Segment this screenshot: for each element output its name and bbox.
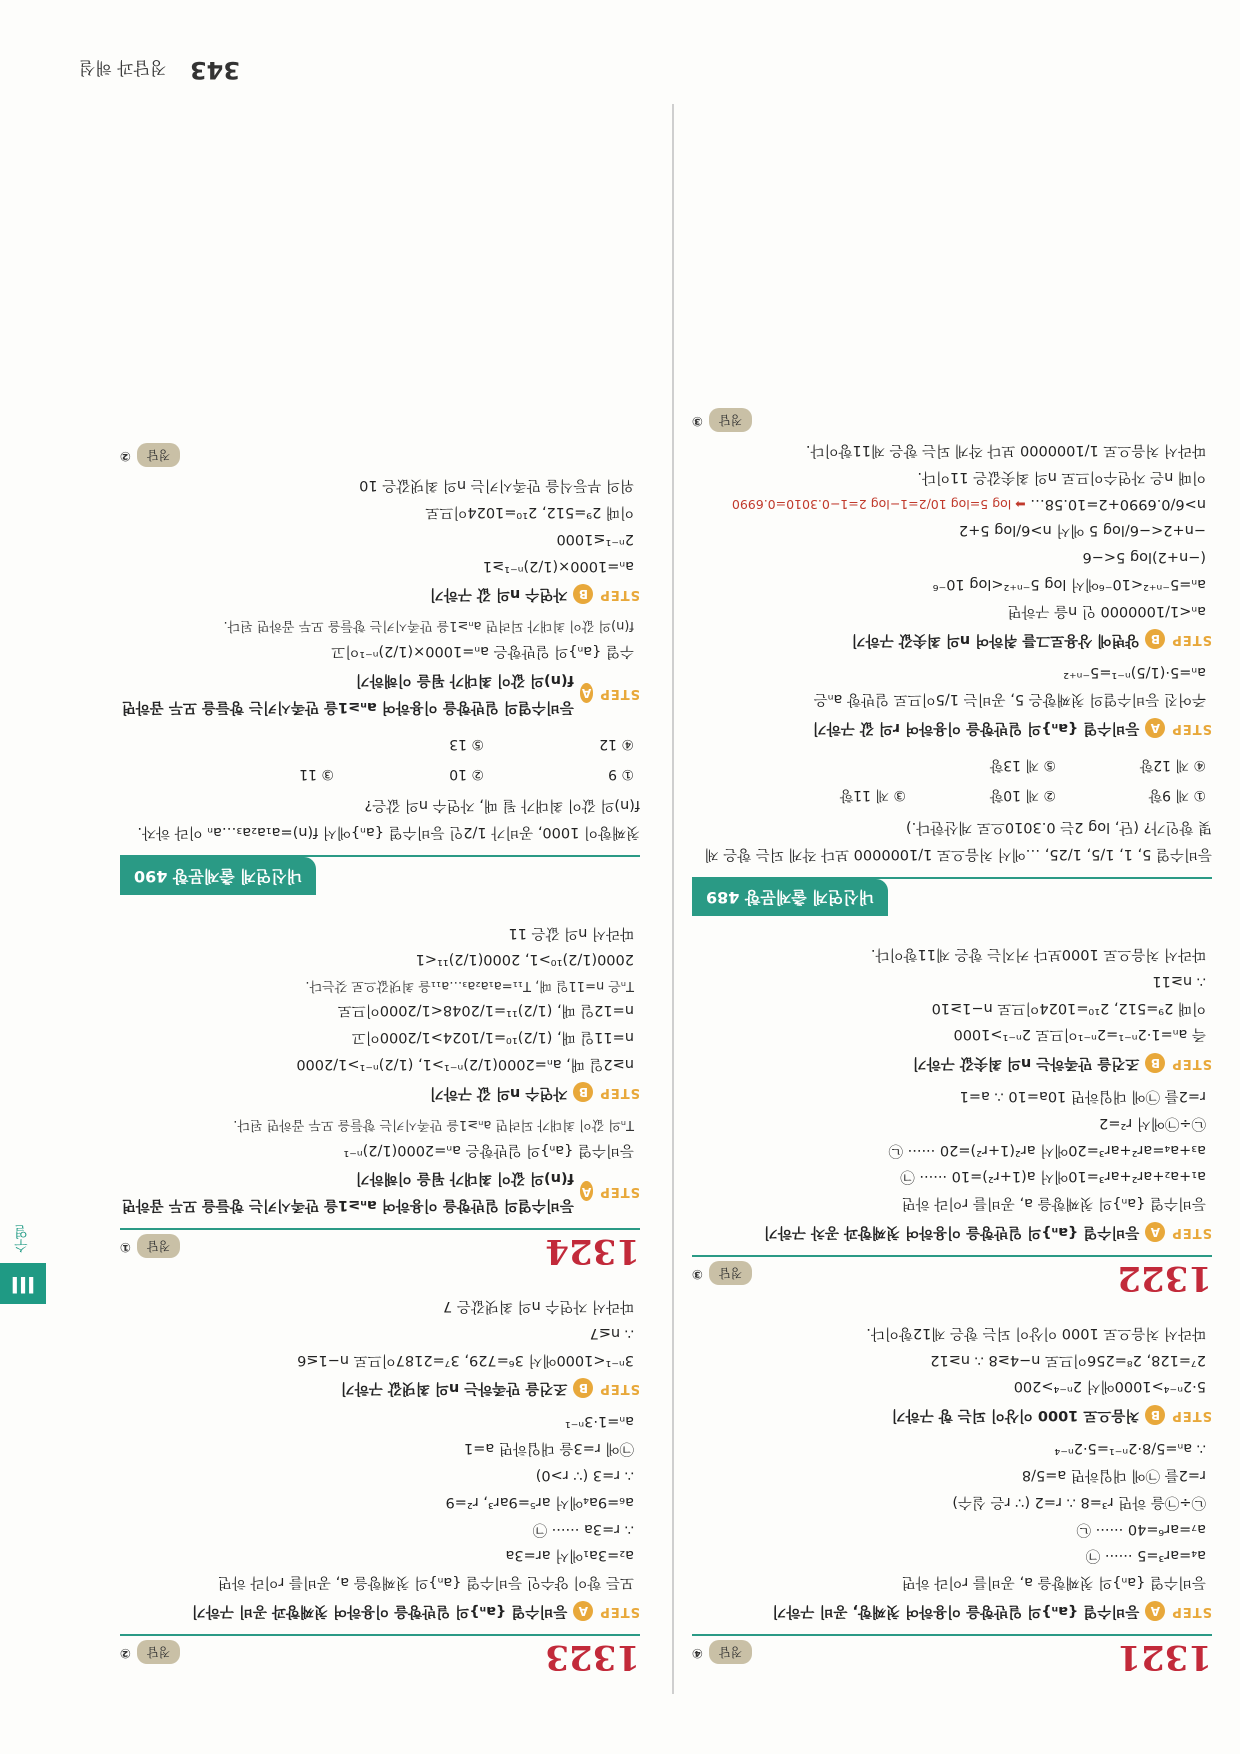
problem-1322 [692, 940, 1212, 1299]
solution-line: 2000(1/2)¹⁰>1, 2000(1/2)¹¹<1 [415, 951, 634, 968]
solution-line: ∴ n≥11 [1152, 972, 1206, 989]
answer-value: ③ [692, 413, 704, 429]
solution-line: n=11일 때, (1/2)¹⁰=1/1024>1/2000이고 [351, 1029, 634, 1046]
log-note: ➡ log 5=log 10/2=1−log 2=1−0.3010=0.6990 [731, 496, 1026, 512]
exam-question: 등비수열 5, 1, 1/5, 1/25, …에서 처음으로 1/1000000 보다 작게 되는 항은 제 몇 항인가? (단, log 2는 0.3010으로 계산한다.) [704, 818, 1212, 862]
step-b: STEP B 처음으로 1000 이상이 되는 항 구하기 [692, 1402, 1212, 1429]
answer-badge: 정답 [137, 1640, 180, 1664]
answer-value: ② [120, 448, 132, 464]
answer-value: ① [120, 1239, 132, 1255]
choice: ③ 11 [299, 765, 334, 782]
page-number: 343 [189, 56, 240, 84]
solution-line: ㉠에 r=3을 대입하면 a=1 [464, 1440, 634, 1457]
step-b: STEP B 조건을 만족하는 n의 최댓값 구하기 [120, 1375, 640, 1402]
solution-line: 즉 aₙ=1·2ⁿ⁻¹=2ⁿ⁻¹이므로 2ⁿ⁻¹>1000 [953, 1026, 1206, 1043]
step-a: STEP A 등비수열 {aₙ}의 일반항을 이용하여 첫째항, 공비 구하기 [692, 1597, 1212, 1624]
exam-tag: 내신연계 출제문항 489 [692, 879, 888, 917]
step-a: STEP A 등비수열 {aₙ}의 일반항을 이용하여 r의 값 구하기 [692, 714, 1212, 741]
solution-line: 따라서 n의 값은 11 [508, 924, 634, 941]
exam-choices [692, 751, 1206, 807]
choice: ④ 12 [599, 735, 634, 752]
problem-number: 1324 [545, 1231, 640, 1272]
solution-line: n>6/0.6990+2=10.58… ➡ log 5=log 10/2=1−log 2=1−0.3010=0.6990 [731, 495, 1206, 512]
solution-line: 주어진 등비수열의 첫째항은 5, 공비는 1/5이므로 일반항 aₙ은 [813, 691, 1206, 708]
step-b: STEP B 자연수 n의 값 구하기 [120, 1079, 640, 1106]
solution-line: a₇=ar⁶=40 ······ ㉡ [1076, 1520, 1206, 1537]
answer [692, 1261, 752, 1285]
solution-line: a₁+a₂+ar²+ar³=10에서 a(1+r²)=10 ······ ㉠ [900, 1168, 1206, 1185]
solution-line: aₙ=5⁻ⁿ⁺²<10⁻⁶에서 log 5⁻ⁿ⁺²<log 10⁻⁶ [932, 576, 1206, 593]
problem-number: 1321 [1117, 1637, 1212, 1677]
solution-line: (−n+2)log 5<−6 [1082, 549, 1206, 566]
solution-line: 5·2ⁿ⁻⁴>1000에서 2ⁿ⁻⁴>200 [1013, 1378, 1206, 1395]
choice: ② 10 [449, 765, 484, 782]
solution-line: a₃+a₄=ar²+ar³=20에서 ar²(1+r²)=20 ······ ㉡ [888, 1141, 1206, 1158]
answer [692, 1640, 752, 1664]
answer-value: ② [120, 1645, 132, 1661]
solution-line: 2ⁿ⁻¹≤1000 [556, 530, 634, 547]
solution-line: Tₙ의 값이 최대가 되려면 aₙ≥1을 만족시키는 항들을 모두 곱하면 된다. [233, 1116, 634, 1132]
solution-line: 이때 n은 자연수이므로 n의 최솟값은 11이다. [917, 468, 1206, 485]
solution-line: f(n)의 값이 최대가 되려면 aₙ≥1을 만족시키는 항들을 모두 곱하면 된다. [223, 618, 634, 634]
solution-line: ∴ n≤7 [589, 1324, 634, 1341]
answer [692, 408, 1212, 432]
choice: ① 9 [608, 765, 634, 782]
answer-value: ④ [692, 1645, 704, 1661]
answer-value: ③ [692, 1266, 704, 1282]
right-column [120, 419, 640, 1677]
solution-line: 따라서 처음으로 1000보다 커지는 항은 제11항이다. [870, 945, 1206, 962]
chapter-side-tab [0, 1124, 46, 1304]
solution-line: 등비수열 {aₙ}의 첫째항을 a, 공비를 r이라 하면 [901, 1574, 1206, 1591]
solution-line: 위의 부등식을 만족시키는 n의 최댓값은 10 [359, 477, 634, 494]
solution-line: 따라서 자연수 n의 최댓값은 7 [443, 1298, 634, 1315]
solution-line: 이때 2⁹=512, 2¹⁰=1024이므로 [425, 503, 634, 520]
solution-line: 등비수열 {aₙ}의 일반항은 aₙ=2000(1/2)ⁿ⁻¹ [343, 1141, 634, 1158]
problem-1324 [120, 919, 640, 1272]
choice: ① 제 9항 [1148, 786, 1206, 803]
exam-490 [120, 443, 640, 895]
answer-badge: 정답 [709, 1261, 752, 1285]
solution-line: ∴ r=3a ······ ㉠ [532, 1520, 634, 1537]
solution-line: aₙ<1/1000000 인 n을 구하면 [1007, 602, 1206, 619]
choice: ③ 제 11항 [839, 786, 906, 803]
solution-line: −n+2<−6/log 5 에서 n>6/log 5+2 [958, 522, 1206, 539]
solution-line: ㉡÷㉠을 하면 r³=8 ∴ r=2 (∵ r은 실수) [952, 1493, 1206, 1510]
step-b: STEP B 자연수 n의 값 구하기 [120, 581, 640, 608]
step-a: STEP A 등비수열 {aₙ}의 일반항을 이용하여 첫째항과 공비 구하기 [120, 1597, 640, 1624]
problem-number: 1323 [545, 1637, 640, 1677]
choice: ② 제 10항 [989, 786, 1056, 803]
choice: ⑤ 13 [449, 735, 484, 752]
choice: ⑤ 제 13항 [989, 757, 1056, 774]
solution-line: aₙ=5·(1/5)ⁿ⁻¹=5⁻ⁿ⁺² [1063, 664, 1206, 681]
step-a: STEP A 등비수열의 일반항을 이용하여 aₙ≥1을 만족시키는 항들을 모두 곱하면 f(n)의 값이 최대가 됨을 이해하기 [121, 672, 640, 715]
solution-line: ㉡÷㉠에서 r²=2 [1099, 1114, 1206, 1131]
solution-line: Tₙ은 n=11일 때, T₁₁=a₁a₂a₃…a₁₁을 최댓값으로 갖는다. [305, 977, 634, 993]
step-b: STEP B 양변에 상용로그를 취하여 n의 최솟값 구하기 [692, 626, 1212, 653]
column-divider [672, 104, 674, 1694]
chapter-roman: III [0, 1263, 46, 1304]
problem-1321 [692, 1319, 1212, 1677]
problem-number: 1322 [1117, 1258, 1212, 1299]
step-a: STEP A 등비수열의 일반항을 이용하여 aₙ≥1을 만족시키는 항들을 모두 곱하면 f(n)의 값이 최대가 됨을 이해하기 [121, 1170, 640, 1214]
solution-line: 모든 항이 양수인 등비수열 {aₙ}의 첫째항을 a, 공비를 r이라 하면 [217, 1574, 634, 1591]
solution-line: a₂=3a₁에서 ar=3a [505, 1547, 634, 1564]
step-a: STEP A 등비수열 {aₙ}의 일반항을 이용하여 첫째항과 공차 구하기 [692, 1218, 1212, 1245]
solution-line: aₙ=1000×(1/2)ⁿ⁻¹≥1 [482, 557, 634, 574]
page-header [40, 56, 240, 84]
answer-badge: 정답 [709, 1640, 752, 1664]
solution-line: a₄=ar³=5 ······ ㉠ [1085, 1547, 1206, 1564]
solution-line: 이때 2⁹=512, 2¹⁰=1024이므로 n−1≥10 [931, 999, 1206, 1016]
header-label: 정답과 해설 [78, 57, 167, 77]
solution-line: 따라서 처음으로 1/1000000 보다 작게 되는 항은 제11항이다. [805, 442, 1206, 458]
step-b: STEP B 조건을 만족하는 n의 최솟값 구하기 [692, 1049, 1212, 1076]
solution-line: aₙ=1·3ⁿ⁻¹ [564, 1413, 634, 1430]
exam-tag: 내신연계 출제문항 490 [120, 857, 316, 895]
exam-question: 첫째항이 1000, 공비가 1/2인 등비수열 {aₙ}에서 f(n)=a₁a₂a₃…aₙ 이라 하자. f(n)의 값이 최대가 될 때, 자연수 n의 값은? [137, 797, 640, 841]
answer-badge: 정답 [137, 1234, 180, 1258]
solution-line: 2⁷=128, 2⁸=256이므로 n−4≥8 ∴ n≥12 [930, 1351, 1206, 1368]
solution-line: 수열 {aₙ}의 일반항은 aₙ=1000×(1/2)ⁿ⁻¹이고 [331, 643, 634, 660]
solution-line: ∴ aₙ=5/8·2ⁿ⁻¹=5·2ⁿ⁻⁴ [1054, 1440, 1206, 1457]
answer-badge: 정답 [137, 443, 180, 467]
solution-line: n=12일 때, (1/2)¹¹=1/2048<1/2000이므로 [337, 1002, 634, 1019]
answer [120, 1234, 180, 1258]
solution-line: 등비수열 {aₙ}의 첫째항을 a, 공비를 r이라 하면 [901, 1195, 1206, 1212]
solution-line: n≥2일 때, aₙ=2000(1/2)ⁿ⁻¹>1, (1/2)ⁿ⁻¹>1/2000 [296, 1055, 634, 1072]
choice: ④ 제 12항 [1139, 757, 1206, 774]
problem-1323 [120, 1292, 640, 1677]
solution-line: 따라서 처음으로 1000 이상이 되는 항은 제12항이다. [866, 1324, 1206, 1341]
answer [120, 1640, 180, 1664]
solution-line: 3ⁿ⁻¹<1000에서 3⁶=729, 3⁷=2187이므로 n−1≤6 [297, 1351, 634, 1368]
solution-line: a₆=9a₄에서 ar⁵=9ar³, r²=9 [445, 1493, 634, 1510]
exam-choices [120, 730, 634, 786]
exam-489 [692, 408, 1212, 916]
answer [120, 443, 640, 467]
solution-line: r=2를 ㉠에 대입하면 10a=10 ∴ a=1 [959, 1088, 1206, 1104]
chapter-label: 수열 [14, 1225, 30, 1253]
solution-line: r=2를 ㉠에 대입하면 a=5/8 [1021, 1466, 1206, 1483]
answer-badge: 정답 [709, 408, 752, 432]
left-column [692, 384, 1212, 1677]
solution-line: ∴ r=3 (∵ r>0) [535, 1466, 634, 1483]
